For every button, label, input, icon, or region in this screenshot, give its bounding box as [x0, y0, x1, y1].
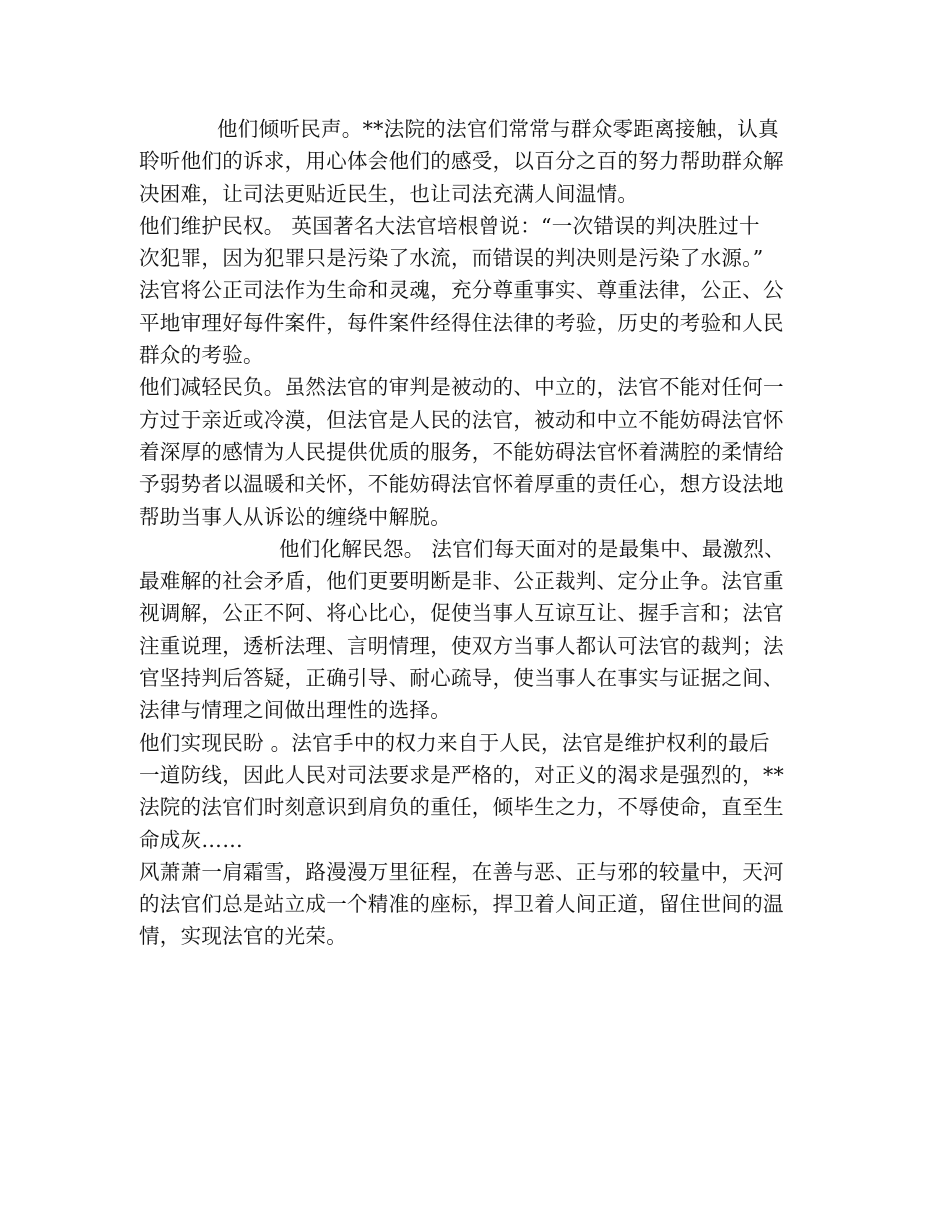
text-line: 一道防线，因此人民对司法要求是严格的，对正义的渴求是强烈的，** [139, 762, 785, 787]
text-line: 决困难，让司法更贴近民生，也让司法充满人间温情。 [139, 181, 639, 206]
text-line: 聆听他们的诉求，用心体会他们的感受，以百分之百的努力帮助群众解 [139, 149, 784, 174]
text-line: 法官将公正司法作为生命和灵魂，充分尊重事实、尊重法律，公正、公 [139, 278, 784, 303]
text-line: 法律与情理之间做出理性的选择。 [139, 698, 451, 723]
text-line: 他们减轻民负。虽然法官的审判是被动的、中立的，法官不能对任何一 [139, 375, 784, 400]
text-line: 予弱势者以温暖和关怀，不能妨碍法官怀着厚重的责任心，想方设法地 [139, 472, 784, 497]
text-line: 他们维护民权。 英国著名大法官培根曾说：“一次错误的判决胜过十 [139, 213, 760, 238]
text-line: 官坚持判后答疑，正确引导、耐心疏导，使当事人在事实与证据之间、 [139, 666, 784, 691]
text-line: 他们倾听民声。**法院的法官们常常与群众零距离接触，认真 [217, 117, 779, 141]
text-line: 情，实现法官的光荣。 [139, 924, 347, 949]
text-line: 着深厚的感情为人民提供优质的服务，不能妨碍法官怀着满腔的柔情给 [139, 439, 784, 464]
text-line: 他们实现民盼 。法官手中的权力来自于人民，法官是维护权利的最后 [139, 730, 770, 755]
text-line: 的法官们总是站立成一个精准的座标，捍卫着人间正道，留住世间的温 [139, 892, 784, 917]
text-line: 风萧萧一肩霜雪，路漫漫万里征程，在善与恶、正与邪的较量中，天河 [139, 859, 784, 884]
text-line: 群众的考验。 [139, 343, 264, 368]
text-line: 方过于亲近或冷漠，但法官是人民的法官，被动和中立不能妨碍法官怀 [139, 407, 784, 432]
text-line: 帮助当事人从诉讼的缠绕中解脱。 [139, 504, 451, 529]
text-line: 次犯罪，因为犯罪只是污染了水流，而错误的判决则是污染了水源。” [139, 246, 764, 271]
document-body [139, 113, 829, 953]
text-line: 视调解，公正不阿、将心比心，促使当事人互谅互让、握手言和；法官 [139, 601, 784, 626]
text-line: 法院的法官们时刻意识到肩负的重任，倾毕生之力，不辱使命，直至生 [139, 795, 784, 820]
text-line: 最难解的社会矛盾，他们更要明断是非、公正裁判、定分止争。法官重 [139, 569, 784, 594]
text-line: 注重说理，透析法理、言明情理，使双方当事人都认可法官的裁判；法 [139, 633, 784, 658]
text-line: 命成灰…… [139, 827, 243, 852]
text-line: 他们化解民怨。 法官们每天面对的是最集中、最激烈、 [279, 536, 786, 561]
text-line: 平地审理好每件案件，每件案件经得住法律的考验，历史的考验和人民 [139, 310, 784, 335]
